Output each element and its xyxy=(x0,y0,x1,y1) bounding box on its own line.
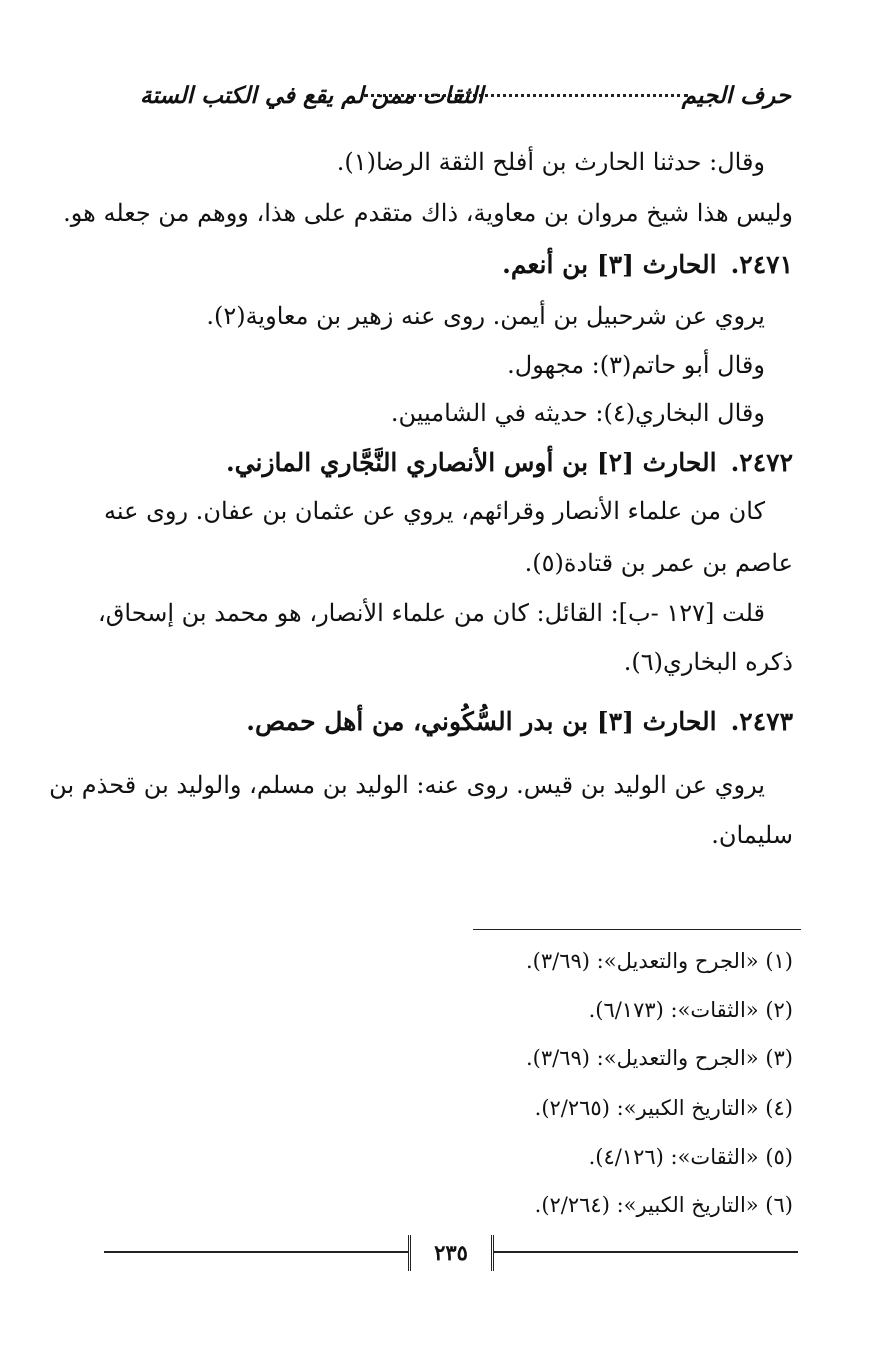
footnote: (٢) «الثقات»: (٦/١٧٣). xyxy=(588,998,793,1022)
footnote-separator xyxy=(473,929,801,930)
running-header xyxy=(140,82,791,116)
entry-title: الحارث [٣] بن أنعم. xyxy=(502,250,717,279)
entry-number: ٢٤٧١. xyxy=(730,250,793,279)
entry-heading xyxy=(106,705,793,739)
footnote: (٥) «الثقات»: (٤/١٢٦). xyxy=(588,1145,793,1169)
header-chapter: حرف الجيم xyxy=(681,82,791,109)
entry-number: ٢٤٧٢. xyxy=(730,448,793,477)
header-book-title: الثقات ممن لم يقع في الكتب الستة xyxy=(140,82,484,109)
text-line: وقال أبو حاتم(٣): مجهول. xyxy=(507,351,765,379)
entry-title: الحارث [٣] بن بدر السُّكُوني، من أهل حمص. xyxy=(246,707,717,736)
entry-heading xyxy=(106,248,793,282)
text-line: ذكره البخاري(٦). xyxy=(623,648,793,676)
footnote: (٤) «التاريخ الكبير»: (٢/٢٦٥). xyxy=(534,1096,793,1120)
text-line: يروي عن شرحبيل بن أيمن. روى عنه زهير بن معاوية(٢). xyxy=(206,302,765,330)
text-line: وقال: حدثنا الحارث بن أفلح الثقة الرضا(١). xyxy=(336,148,765,176)
text-line: سليمان. xyxy=(711,821,793,849)
footnote: (٦) «التاريخ الكبير»: (٢/٢٦٤). xyxy=(534,1193,793,1217)
text-line: كان من علماء الأنصار وقرائهم، يروي عن عثمان بن عفان. روى عنه xyxy=(104,497,765,525)
entry-heading xyxy=(106,446,793,480)
entry-title: الحارث [٢] بن أوس الأنصاري النَّجَّاري المازني. xyxy=(225,448,717,477)
footnote: (١) «الجرح والتعديل»: (٣/٦٩). xyxy=(525,949,793,973)
text-line: قلت [١٢٧ -ب]: القائل: كان من علماء الأنصار، هو محمد بن إسحاق، xyxy=(98,599,765,627)
text-line: عاصم بن عمر بن قتادة(٥). xyxy=(524,549,793,577)
text-line: وليس هذا شيخ مروان بن معاوية، ذاك متقدم على هذا، ووهم من جعله هو. xyxy=(63,199,793,227)
footer-rule-left xyxy=(104,1251,408,1253)
text-line: وقال البخاري(٤): حديثه في الشاميين. xyxy=(390,399,765,427)
page-number: ٢٣٥ xyxy=(408,1235,494,1271)
footnote: (٣) «الجرح والتعديل»: (٣/٦٩). xyxy=(525,1046,793,1070)
footer-rule-right xyxy=(488,1251,798,1253)
entry-number: ٢٤٧٣. xyxy=(730,707,793,736)
text-line: يروي عن الوليد بن قيس. روى عنه: الوليد بن مسلم، والوليد بن قحذم بن xyxy=(49,771,765,799)
